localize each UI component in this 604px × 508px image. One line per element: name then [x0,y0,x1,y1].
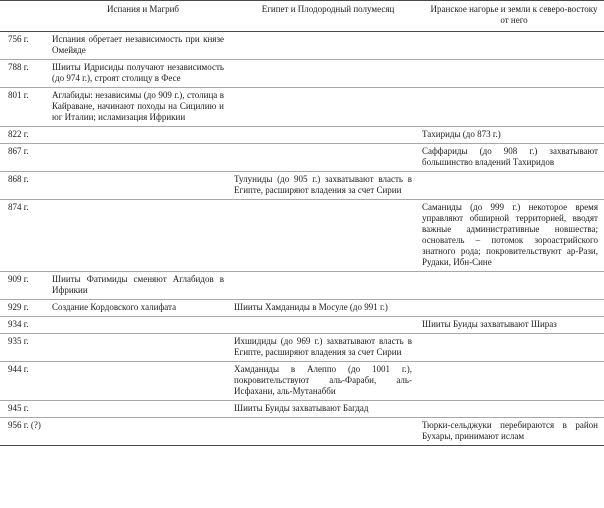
column-header-year [0,1,52,31]
year-cell: 944 г. [8,364,29,374]
table-row [0,143,604,171]
iran-cell [422,272,604,299]
egypt-cell [234,200,422,271]
egypt-cell: Шииты Буиды захватывают Багдад [234,403,369,413]
year-cell: 934 г. [8,319,29,329]
egypt-cell [234,418,422,445]
table-row [0,299,604,316]
egypt-cell: Тулуниды (до 905 г.) захватывают власть в Египте, расширяют владения за счет Сирии [234,174,412,195]
table-row [0,87,604,126]
table-row [0,32,604,59]
iran-cell: Шииты Буиды захватывают Шираз [422,319,557,329]
egypt-cell [234,272,422,299]
table-row [0,59,604,87]
egypt-cell: Ихшидиды (до 969 г.) захватывают власть в Египте, расширяют владения за счет Сирии [234,336,412,357]
year-cell: 868 г. [8,174,29,184]
column-header-iranian-plateau: Иранское нагорье и земли к северо-востоку от него [430,4,598,25]
iran-cell: Саффариды (до 908 г.) захватывают большинство владений Тахиридов [422,146,598,167]
iran-cell [422,88,604,126]
table-row [0,271,604,299]
table-row [0,316,604,333]
spain-maghreb-cell [52,401,234,417]
spain-maghreb-cell [52,200,234,271]
iran-cell: Саманиды (до 999 г.) некоторое время управляют обширной территорией, вводят важные административные новшества; основатель – потомок зороастрийского знатного рода; покровительствуют ар-Рази, Рудаки, Ибн-Сине [422,202,598,267]
table-row [0,361,604,400]
egypt-cell [234,144,422,171]
iran-cell [422,32,604,59]
egypt-cell [234,317,422,333]
year-cell: 874 г. [8,202,29,212]
year-cell: 788 г. [8,62,29,72]
iran-cell [422,172,604,199]
table-row [0,417,604,445]
spain-maghreb-cell: Испания обретает независимость при князе Омейяде [52,34,224,55]
year-cell: 945 г. [8,403,29,413]
iran-cell [422,300,604,316]
spain-maghreb-cell [52,172,234,199]
spain-maghreb-cell: Создание Кордовского халифата [52,302,177,312]
spain-maghreb-cell: Шииты Идрисиды получают независимость (до 974 г.), строят столицу в Фесе [52,62,224,83]
year-cell: 909 г. [8,274,29,284]
iran-cell [422,60,604,87]
year-cell: 801 г. [8,90,29,100]
table-row [0,199,604,271]
iran-cell: Тахириды (до 873 г.) [422,129,501,139]
spain-maghreb-cell [52,418,234,445]
column-header-egypt-fertile-crescent: Египет и Плодородный полумесяц [261,4,395,14]
egypt-cell: Шииты Хамданиды в Мосуле (до 991 г.) [234,302,388,312]
egypt-cell [234,60,422,87]
spain-maghreb-cell [52,127,234,143]
egypt-cell [234,127,422,143]
year-cell: 756 г. [8,34,29,44]
spain-maghreb-cell: Аглабиды: независимы (до 909 г.), столица в Кайраване, начинают походы на Сицилию и юг Италии; исламизация Ифрикии [52,90,224,122]
year-cell: 956 г. (?) [8,420,41,430]
egypt-cell [234,32,422,59]
iran-cell [422,401,604,417]
spain-maghreb-cell [52,317,234,333]
iran-cell [422,334,604,361]
table-header-row [0,1,604,32]
iran-cell: Тюрки-сельджуки перебираются в район Бухары, принимают ислам [422,420,598,441]
spain-maghreb-cell [52,334,234,361]
table-row [0,171,604,199]
year-cell: 822 г. [8,129,29,139]
egypt-cell [234,88,422,126]
year-cell: 935 г. [8,336,29,346]
iran-cell [422,362,604,400]
year-cell: 929 г. [8,302,29,312]
table-row [0,400,604,417]
spain-maghreb-cell: Шииты Фатимиды сменяют Аглабидов в Ифрикии [52,274,224,295]
table-row [0,333,604,361]
table-row [0,126,604,143]
egypt-cell: Хамданиды в Алеппо (до 1001 г.), покровительствуют аль-Фараби, аль-Исфахани, аль-Мутанабби [234,364,412,396]
year-cell: 867 г. [8,146,29,156]
column-header-spain-maghreb: Испания и Магриб [107,4,179,14]
spain-maghreb-cell [52,144,234,171]
spain-maghreb-cell [52,362,234,400]
